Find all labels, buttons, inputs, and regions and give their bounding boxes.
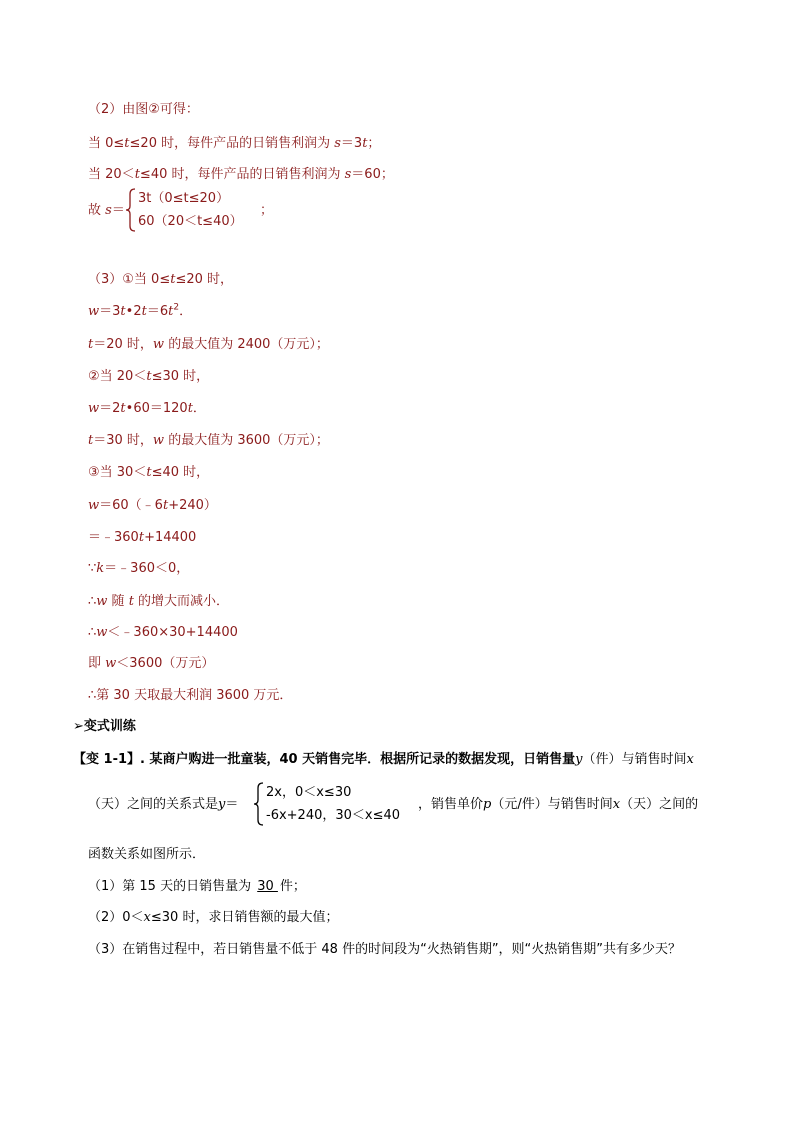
w2-max: t＝30 时，w 的最大值为 3600（万元）； bbox=[88, 433, 329, 448]
bound-result: 即 w＜3600（万元） bbox=[88, 656, 215, 671]
w2-formula: w＝2t•60＝120t． bbox=[88, 401, 206, 416]
part3-heading: （3）①当 0≤t≤20 时， bbox=[88, 272, 234, 287]
case-2: 60（20＜t≤40） bbox=[138, 214, 243, 229]
part2-line2: 当 20＜t≤40 时，每件产品的日销售利润为 s＝60； bbox=[88, 167, 394, 182]
w1-formula: $w=3t•2t=6t^2$． bbox=[88, 302, 193, 319]
question-3: （3）在销售过程中，若日销售量不低于 48 件的时间段为“火热销售期”，则“火热销售期”共有多少天？ bbox=[88, 942, 682, 957]
answer-blank: 30 bbox=[257, 879, 278, 894]
section-heading: ➢变式训练 bbox=[73, 719, 136, 734]
piecewise-s: 故 s＝ 3t（0≤t≤20） 60（20＜t≤40） ； bbox=[88, 186, 308, 236]
y-case-1: 2x，0＜x≤30 bbox=[266, 785, 352, 800]
problem-line3: 函数关系如图所示． bbox=[88, 847, 206, 862]
w3-formula: w＝60（﹣6t+240） bbox=[88, 498, 217, 513]
inequality: ∴w＜﹣360×30+14400 bbox=[88, 625, 238, 640]
left-brace-icon bbox=[254, 782, 264, 826]
case3-heading: ③当 30＜t≤40 时， bbox=[88, 465, 210, 480]
problem-line1: 【变 1-1】. 某商户购进一批童装，40 天销售完毕．根据所记录的数据发现，日销售量y（件）与销售时间x bbox=[73, 752, 694, 767]
y-case-2: -6x+240，30＜x≤40 bbox=[266, 808, 401, 823]
w3-expanded: ＝﹣360t+14400 bbox=[88, 530, 197, 545]
question-1: （1）第 15 天的日销售量为 30 件； bbox=[88, 879, 306, 894]
w1-max: t＝20 时，w 的最大值为 2400（万元）； bbox=[88, 337, 329, 352]
piecewise-y: （天）之间的关系式是y＝ 2x，0＜x≤30 -6x+240，30＜x≤40 ，销售单价p（元/件）与销售时间x（天）之间的 bbox=[88, 780, 738, 830]
part2-heading: （2）由图②可得： bbox=[88, 102, 199, 117]
question-2: （2）0＜x≤30 时，求日销售额的最大值； bbox=[88, 910, 339, 925]
decreasing-note: ∴w 随 t 的增大而减小． bbox=[88, 594, 230, 609]
part2-line1: 当 0≤t≤20 时，每件产品的日销售利润为 s＝3t； bbox=[88, 136, 381, 151]
left-brace-icon bbox=[126, 188, 136, 232]
case2-heading: ②当 20＜t≤30 时， bbox=[88, 369, 210, 384]
case-1: 3t（0≤t≤20） bbox=[138, 191, 230, 206]
k-sign: ∵k＝﹣360＜0， bbox=[88, 561, 190, 576]
conclusion: ∴第 30 天取最大利润 3600 万元． bbox=[88, 688, 293, 703]
